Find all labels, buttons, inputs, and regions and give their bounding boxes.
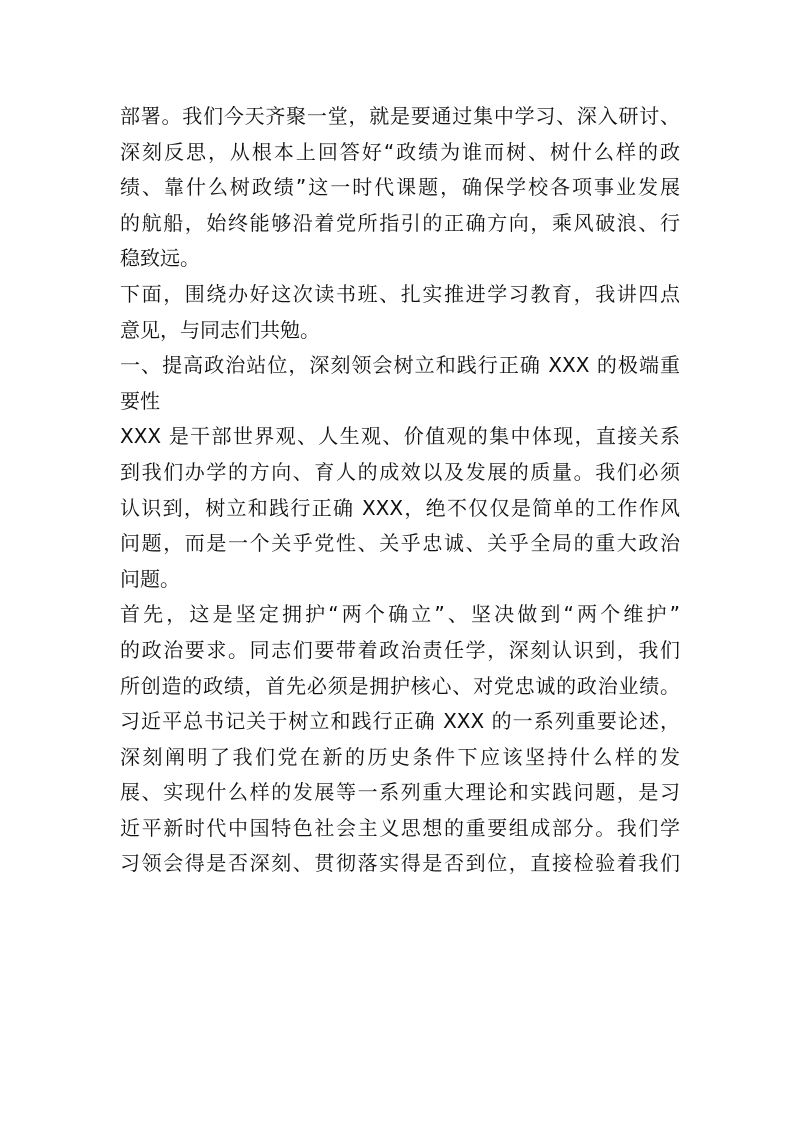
text-line: 深刻阐明了我们党在新的历史条件下应该坚持什么样的发 [120, 744, 680, 769]
text-line: 近平新时代中国特色社会主义思想的重要组成部分。我们学 [120, 815, 680, 840]
text-line: 问题，而是一个关乎党性、关乎忠诚、关乎全局的重大政治 [120, 531, 680, 556]
text-line: 部署。我们今天齐聚一堂，就是要通过集中学习、深入研讨、 [120, 104, 680, 128]
document-body [120, 99, 680, 882]
paragraph-body-1 [120, 419, 680, 597]
section-heading-1 [120, 348, 680, 419]
text-line: 的航船，始终能够沿着党所指引的正确方向，乘风破浪、行 [120, 210, 680, 235]
text-line: 的政治要求。同志们要带着政治责任学，深刻认识到，我们 [120, 637, 680, 662]
paragraph-transition [120, 277, 680, 348]
text-line: 要性 [120, 388, 160, 413]
text-line: 习近平总书记关于树立和践行正确 XXX 的一系列重要论述， [120, 709, 680, 734]
text-line: 问题。 [120, 566, 180, 591]
text-line: 所创造的政绩，首先必须是拥护核心、对党忠诚的政治业绩。 [120, 673, 680, 698]
text-line: 习领会得是否深刻、贯彻落实得是否到位，直接检验着我们 [120, 851, 680, 876]
text-line: 首先，这是坚定拥护“两个确立”、坚决做到“两个维护” [120, 602, 680, 627]
text-line: 下面，围绕办好这次读书班、扎实推进学习教育，我讲四点 [120, 281, 680, 306]
text-line: XXX 是干部世界观、人生观、价值观的集中体现，直接关系 [120, 424, 680, 449]
text-line: 到我们办学的方向、育人的成效以及发展的质量。我们必须 [120, 459, 680, 484]
paragraph-body-2 [120, 597, 680, 882]
text-line: 展、实现什么样的发展等一系列重大理论和实践问题，是习 [120, 780, 680, 805]
text-line: 稳致远。 [120, 246, 200, 271]
text-line: 深刻反思，从根本上回答好“政绩为谁而树、树什么样的政 [120, 139, 680, 164]
text-line: 绩、靠什么树政绩”这一时代课题，确保学校各项事业发展 [120, 175, 680, 200]
text-line: 意见，与同志们共勉。 [120, 317, 320, 342]
text-line: 一、提高政治站位，深刻领会树立和践行正确 XXX 的极端重 [120, 353, 680, 378]
paragraph-intro [120, 99, 680, 277]
text-line: 认识到，树立和践行正确 XXX，绝不仅仅是简单的工作作风 [120, 495, 680, 520]
